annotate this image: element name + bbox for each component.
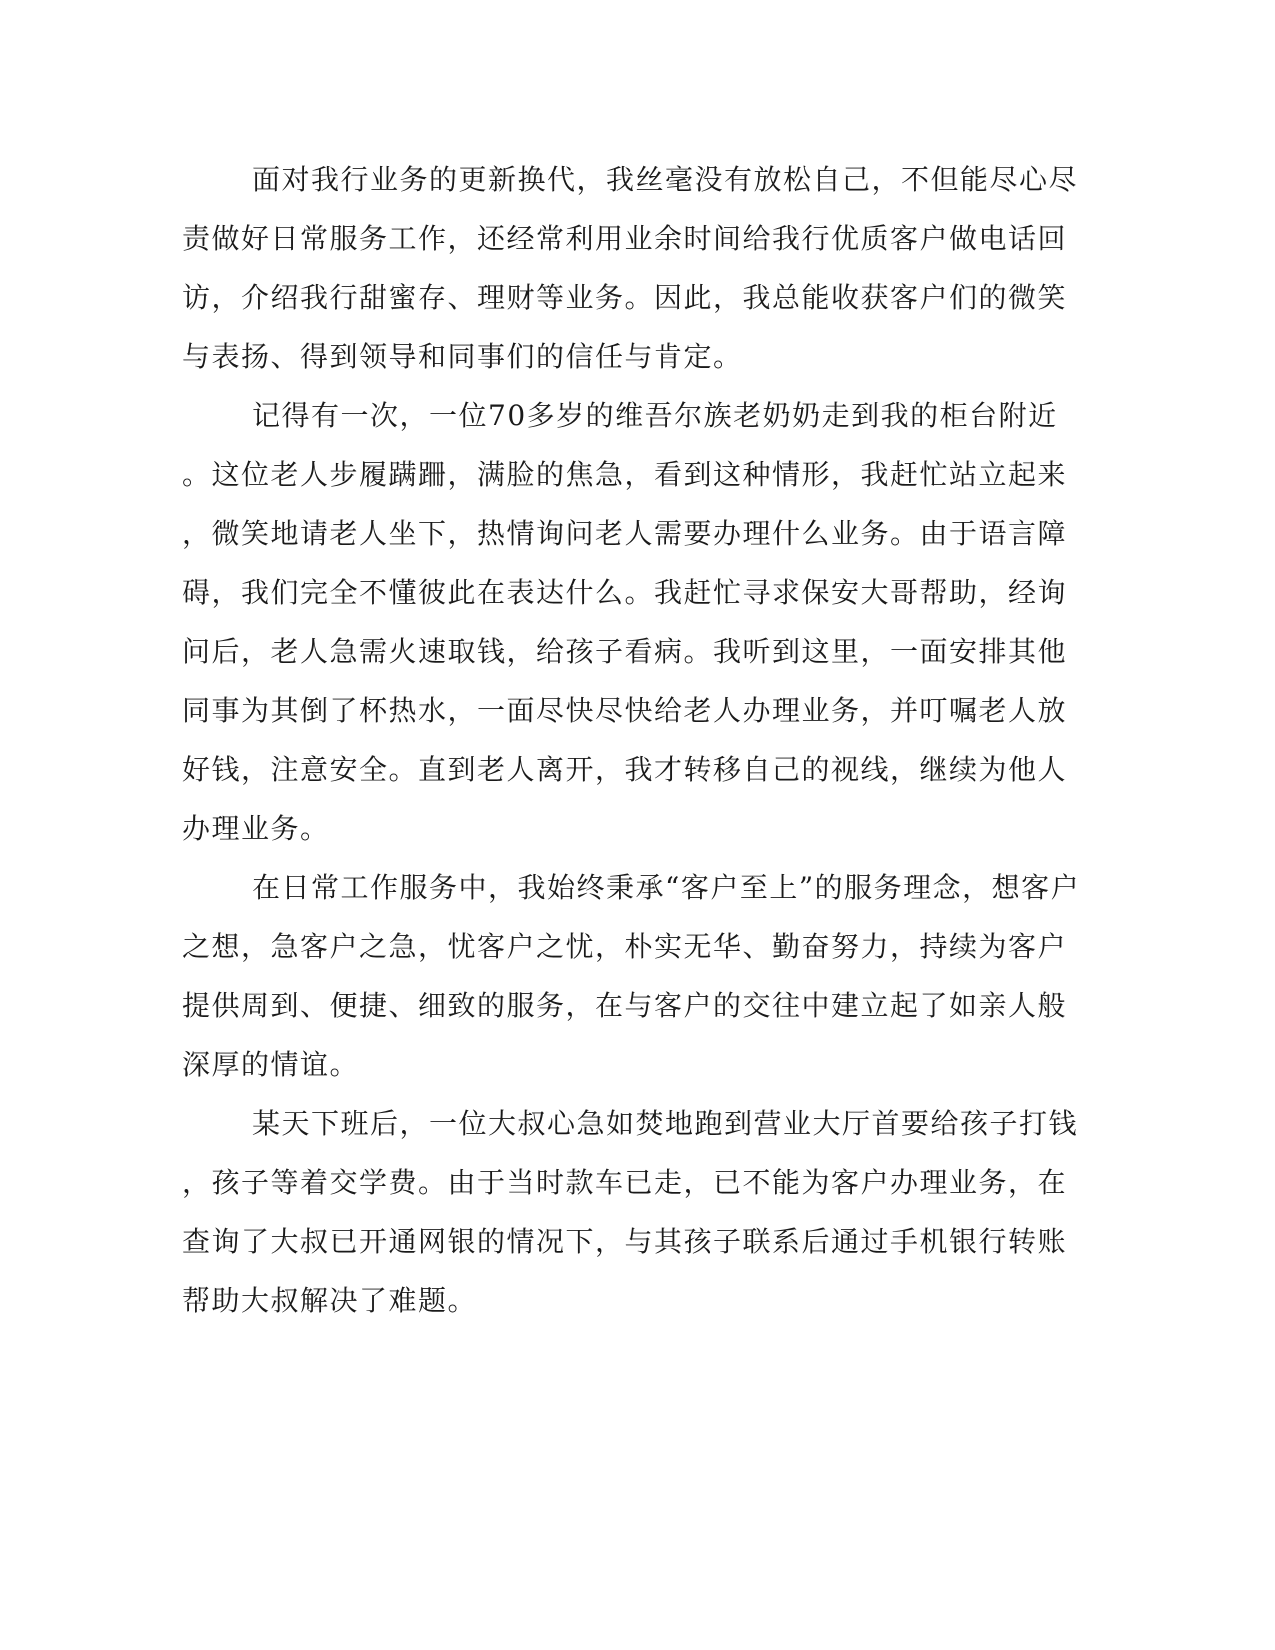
- paragraph-line: 查询了大叔已开通网银的情况下，与其孩子联系后通过手机银行转账: [182, 1225, 1068, 1258]
- paragraph-line: 提供周到、便捷、细致的服务，在与客户的交往中建立起了如亲人般: [182, 989, 1068, 1022]
- paragraph-line: 记得有一次，一位70多岁的维吾尔族老奶奶走到我的柜台附近: [252, 399, 1058, 432]
- paragraph-line: 好钱，注意安全。直到老人离开，我才转移自己的视线，继续为他人: [182, 753, 1068, 786]
- paragraph-line: ，微笑地请老人坐下，热情询问老人需要办理什么业务。由于语言障: [182, 517, 1068, 550]
- paragraph-line: 同事为其倒了杯热水，一面尽快尽快给老人办理业务，并叮嘱老人放: [182, 694, 1068, 727]
- paragraph-line: 。这位老人步履蹒跚，满脸的焦急，看到这种情形，我赶忙站立起来: [182, 458, 1068, 491]
- paragraph-line: 在日常工作服务中，我始终秉承“客户至上”的服务理念，想客户: [252, 871, 1081, 904]
- paragraph-line: 深厚的情谊。: [182, 1048, 360, 1081]
- paragraph-line: 问后，老人急需火速取钱，给孩子看病。我听到这里，一面安排其他: [182, 635, 1068, 668]
- paragraph-line: 办理业务。: [182, 812, 330, 845]
- paragraph-line: 碍，我们完全不懂彼此在表达什么。我赶忙寻求保安大哥帮助，经询: [182, 576, 1068, 609]
- paragraph-line: 责做好日常服务工作，还经常利用业余时间给我行优质客户做电话回: [182, 222, 1068, 255]
- paragraph-line: ，孩子等着交学费。由于当时款车已走，已不能为客户办理业务，在: [182, 1166, 1068, 1199]
- paragraph-line: 某天下班后，一位大叔心急如焚地跑到营业大厅首要给孩子打钱: [252, 1107, 1079, 1140]
- paragraph-line: 访，介绍我行甜蜜存、理财等业务。因此，我总能收获客户们的微笑: [182, 281, 1068, 314]
- paragraph-line: 帮助大叔解决了难题。: [182, 1284, 478, 1317]
- paragraph-line: 面对我行业务的更新换代，我丝毫没有放松自己，不但能尽心尽: [252, 163, 1079, 196]
- paragraph-line: 之想，急客户之急，忧客户之忧，朴实无华、勤奋努力，持续为客户: [182, 930, 1068, 963]
- paragraph-line: 与表扬、得到领导和同事们的信任与肯定。: [182, 340, 743, 373]
